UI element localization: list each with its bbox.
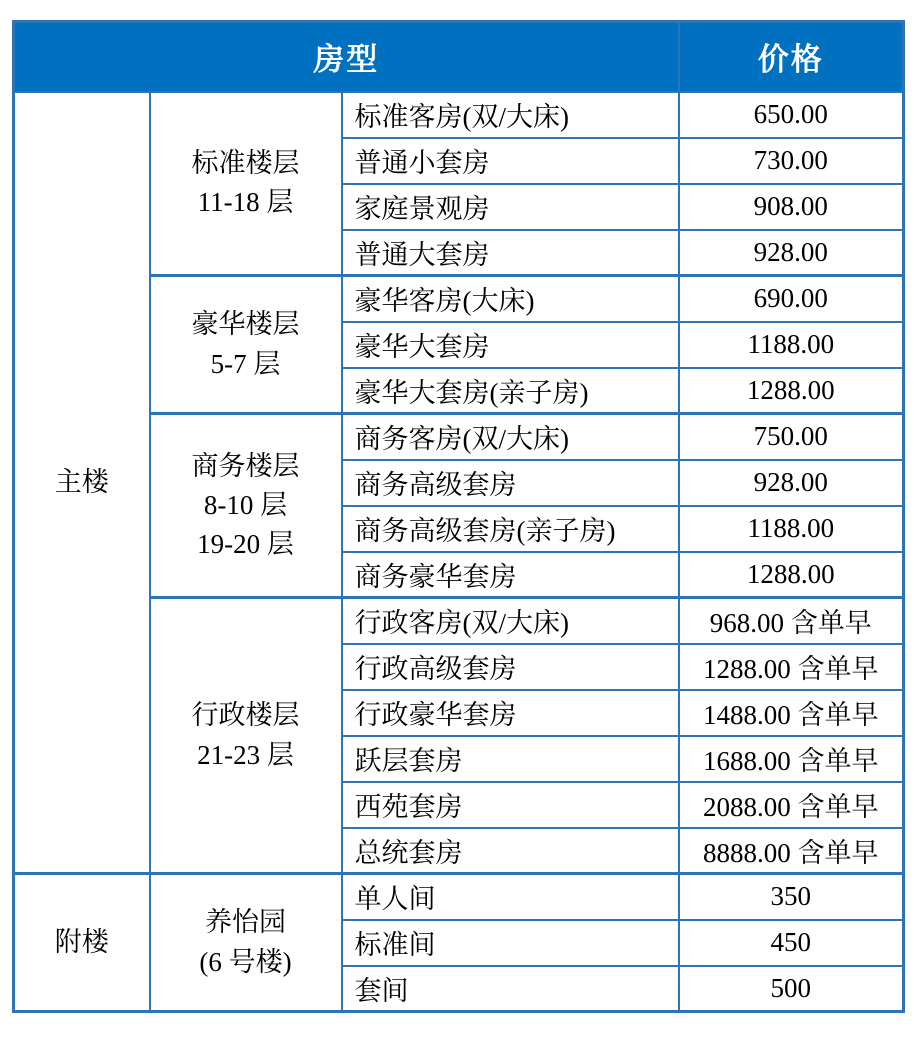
room-type-cell: 标准客房(双/大床) — [342, 92, 679, 138]
price-cell: 2088.00 含单早 — [679, 782, 904, 828]
room-type-cell: 普通小套房 — [342, 138, 679, 184]
floor-line: 豪华楼层 — [191, 309, 300, 340]
floor-line: 标准楼层 — [191, 148, 300, 179]
building-cell-main: 主楼 — [14, 92, 150, 874]
price-cell: 650.00 — [679, 92, 904, 138]
price-cell: 350 — [679, 874, 904, 920]
floor-line: 行政楼层 — [191, 700, 300, 731]
floor-line: 8-10 层 — [203, 489, 288, 520]
price-cell: 1688.00 含单早 — [679, 736, 904, 782]
floor-group-executive — [150, 598, 342, 874]
price-cell: 928.00 — [679, 460, 904, 506]
price-cell: 1188.00 — [679, 322, 904, 368]
room-type-cell: 套间 — [342, 966, 679, 1012]
price-cell: 690.00 — [679, 276, 904, 322]
floor-line: 5-7 层 — [210, 348, 281, 379]
room-type-cell: 单人间 — [342, 874, 679, 920]
price-cell: 500 — [679, 966, 904, 1012]
floor-group-business — [150, 414, 342, 598]
table-row — [14, 874, 904, 920]
room-type-cell: 商务客房(双/大床) — [342, 414, 679, 460]
hotel-price-table — [12, 20, 905, 1013]
price-cell: 1188.00 — [679, 506, 904, 552]
floor-group-standard — [150, 92, 342, 276]
floor-group-yangyiyuan — [150, 874, 342, 1012]
header-room-type: 房型 — [14, 22, 679, 92]
price-cell: 750.00 — [679, 414, 904, 460]
room-type-cell: 豪华大套房 — [342, 322, 679, 368]
floor-group-deluxe — [150, 276, 342, 414]
header-row — [14, 22, 904, 92]
room-type-cell: 商务高级套房(亲子房) — [342, 506, 679, 552]
building-cell-annex: 附楼 — [14, 874, 150, 1012]
price-cell: 1288.00 — [679, 368, 904, 414]
price-cell: 908.00 — [679, 184, 904, 230]
floor-line: 商务楼层 — [191, 450, 300, 481]
price-cell: 1488.00 含单早 — [679, 690, 904, 736]
room-type-cell: 总统套房 — [342, 828, 679, 874]
price-cell: 1288.00 含单早 — [679, 644, 904, 690]
floor-line: 21-23 层 — [197, 739, 294, 770]
table-row — [14, 92, 904, 138]
price-cell: 968.00 含单早 — [679, 598, 904, 644]
header-price: 价格 — [679, 22, 904, 92]
room-type-cell: 普通大套房 — [342, 230, 679, 276]
room-type-cell: 家庭景观房 — [342, 184, 679, 230]
room-type-cell: 标准间 — [342, 920, 679, 966]
price-cell: 8888.00 含单早 — [679, 828, 904, 874]
room-type-cell: 商务高级套房 — [342, 460, 679, 506]
room-type-cell: 跃层套房 — [342, 736, 679, 782]
room-type-cell: 豪华客房(大床) — [342, 276, 679, 322]
room-type-cell: 商务豪华套房 — [342, 552, 679, 598]
room-type-cell: 行政客房(双/大床) — [342, 598, 679, 644]
room-type-cell: 行政豪华套房 — [342, 690, 679, 736]
room-type-cell: 豪华大套房(亲子房) — [342, 368, 679, 414]
price-cell: 1288.00 — [679, 552, 904, 598]
price-cell: 730.00 — [679, 138, 904, 184]
floor-line: (6 号楼) — [199, 946, 292, 977]
room-type-cell: 西苑套房 — [342, 782, 679, 828]
room-type-cell: 行政高级套房 — [342, 644, 679, 690]
floor-line: 养怡园 — [205, 907, 286, 938]
price-cell: 450 — [679, 920, 904, 966]
price-cell: 928.00 — [679, 230, 904, 276]
floor-line: 11-18 层 — [197, 187, 294, 218]
floor-line: 19-20 层 — [197, 529, 294, 560]
